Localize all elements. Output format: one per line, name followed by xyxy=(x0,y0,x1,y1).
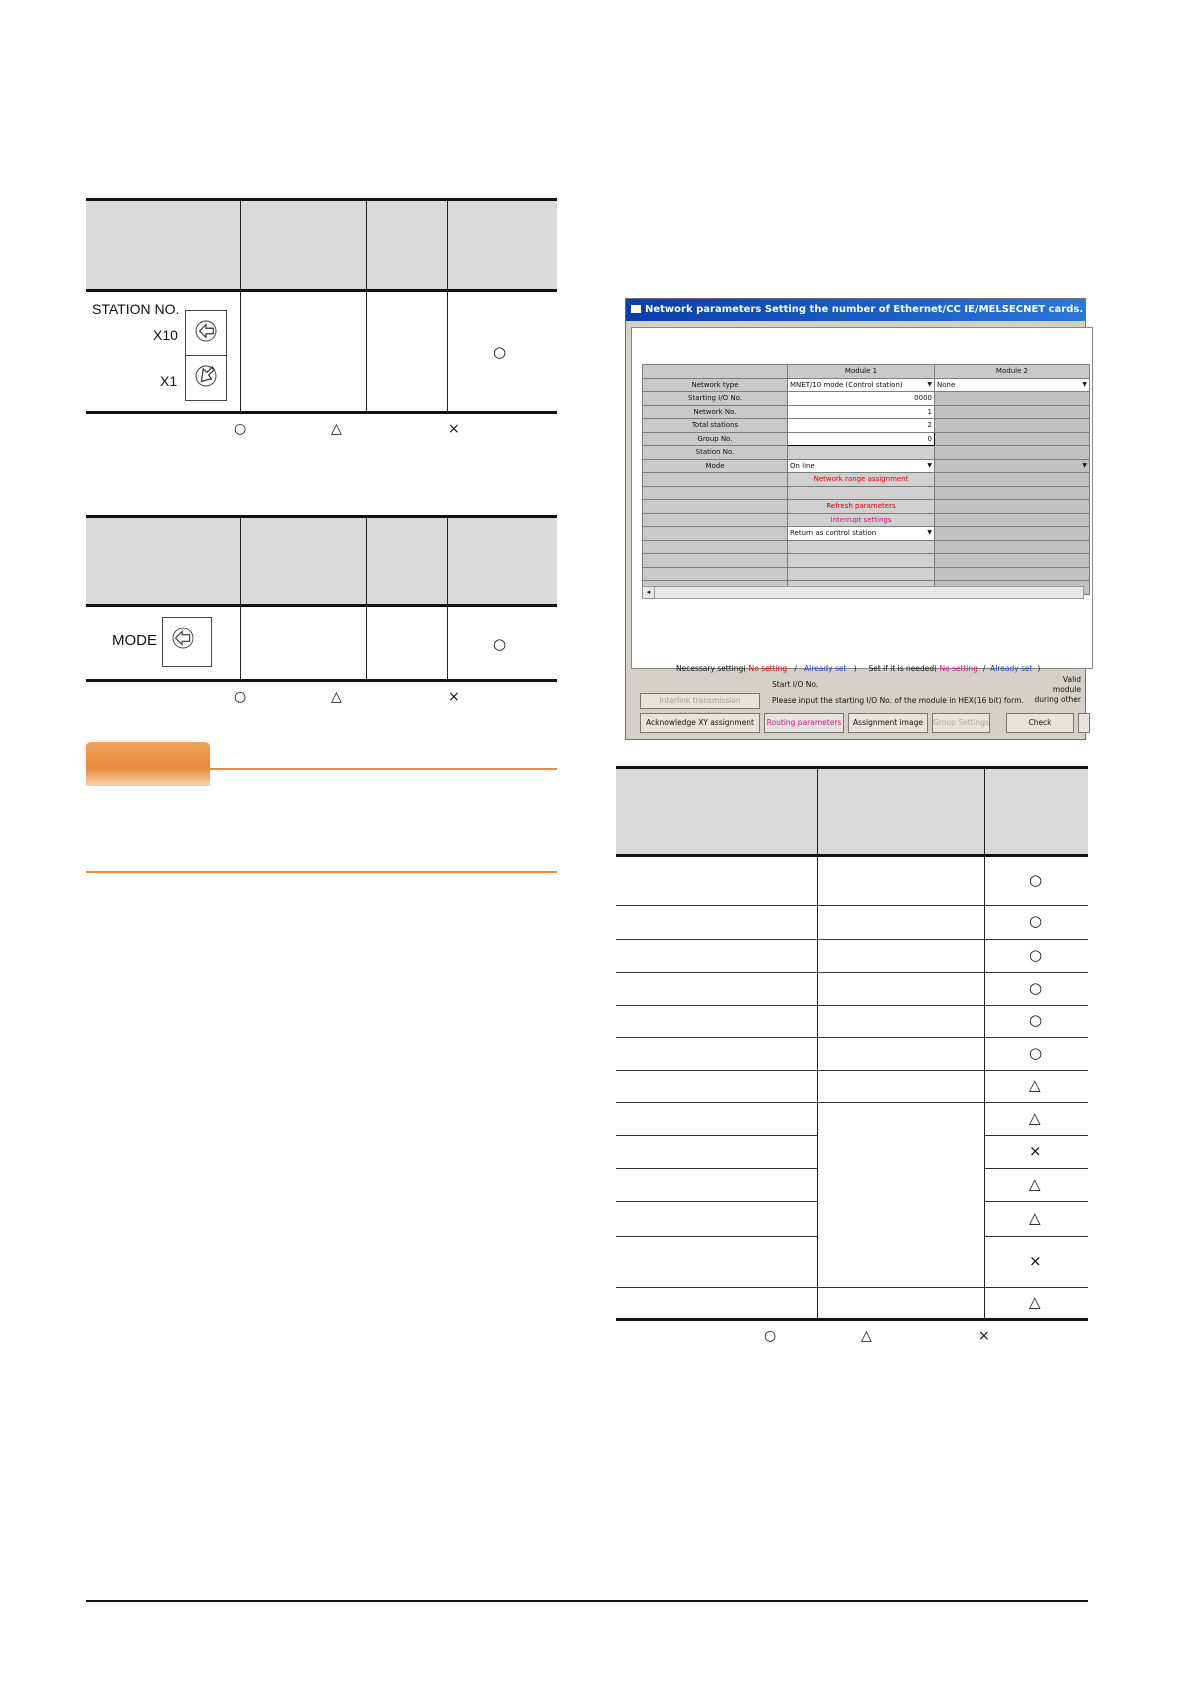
network-parameters-window xyxy=(625,298,1086,740)
dropdown-arrow-icon: ▼ xyxy=(927,461,932,469)
rotary-switch-x10-icon[interactable] xyxy=(185,310,227,356)
window-titlebar: Network parameters Setting the number of Ethernet/CC IE/MELSECNET cards. xyxy=(626,299,1085,321)
row-divider xyxy=(817,1287,984,1288)
network-range-button[interactable]: Network range assignment xyxy=(788,473,935,487)
row-divider xyxy=(984,1005,1088,1006)
parameter-grid: Module 1 Module 2 Network type MNET/10 mode (Control station) ▼ None ▼ Starting I/O No. 0000 Network No. 1 Total stations 2 Group No. 0 Station No. Mode On line ▼ ▼ Network range assignment Refresh parameters Interrupt settings Return as control station ▼ xyxy=(642,364,1090,595)
interrupt-settings-button[interactable]: Interrupt settings xyxy=(788,513,935,527)
param-result: △ xyxy=(1029,1209,1041,1227)
row-divider xyxy=(984,1102,1088,1103)
col-module2: Module 2 xyxy=(935,365,1090,379)
row-divider xyxy=(616,939,817,940)
window-client-area xyxy=(631,327,1093,669)
param-result: △ xyxy=(1029,1076,1041,1094)
param-result: ○ xyxy=(1029,912,1043,930)
param-result: ○ xyxy=(1029,946,1043,964)
row-divider xyxy=(616,1287,817,1288)
dropdown-arrow-icon: ▼ xyxy=(1082,462,1087,470)
legend-triangle: △ xyxy=(861,1328,872,1344)
mode-select-2[interactable] xyxy=(935,459,1090,473)
note-bottom-rule xyxy=(86,871,557,873)
scroll-left-arrow-icon[interactable]: ◂ xyxy=(643,587,655,598)
station-table-header xyxy=(86,200,557,291)
check-button[interactable]: Check xyxy=(1006,713,1074,733)
row-divider xyxy=(616,1201,817,1202)
legend-1 xyxy=(86,421,557,441)
station-table-header-rule xyxy=(86,289,557,292)
col-module1: Module 1 xyxy=(788,365,935,379)
mode-switch-icon[interactable] xyxy=(162,617,212,667)
station-no-label: STATION NO. xyxy=(92,301,180,317)
param-result: ○ xyxy=(1029,1044,1043,1062)
row-divider xyxy=(616,905,817,906)
row-divider xyxy=(984,1236,1088,1237)
note-tab xyxy=(86,742,210,786)
param-result: × xyxy=(1029,1142,1042,1160)
dropdown-arrow-icon: ▼ xyxy=(927,529,932,537)
x1-label: X1 xyxy=(160,373,178,389)
row-divider xyxy=(817,1070,984,1071)
dropdown-arrow-icon: ▼ xyxy=(927,380,932,388)
row-divider xyxy=(616,1070,817,1071)
assignment-image-button[interactable]: Assignment image xyxy=(848,713,928,733)
station-table-bottom-rule xyxy=(86,411,557,414)
routing-parameters-button[interactable]: Routing parameters xyxy=(764,713,844,733)
acknowledge-xy-button[interactable]: Acknowledge XY assignment xyxy=(640,713,760,733)
station-result: ○ xyxy=(493,343,507,361)
row-divider xyxy=(817,1102,984,1103)
total-stations-input[interactable]: 2 xyxy=(788,419,935,433)
row-divider xyxy=(984,1201,1088,1202)
legend-3 xyxy=(616,1328,1088,1348)
row-divider xyxy=(817,1037,984,1038)
row-divider xyxy=(616,1168,817,1169)
please-input-note: Please input the starting I/O No. of the module in HEX(16 bit) form. xyxy=(772,696,1024,705)
mode-select[interactable]: On line ▼ xyxy=(788,459,935,473)
param-result: ○ xyxy=(1029,871,1043,889)
valid-module-note: Valid module during other xyxy=(1034,675,1081,704)
legend-line: Necessary setting( No setting / Already set ) Set if it is needed( No setting / Already set ) xyxy=(676,664,1041,673)
return-station-select[interactable]: Return as control station ▼ xyxy=(788,527,935,541)
interlink-transmission-button[interactable]: Interlink transmission xyxy=(640,693,760,709)
param-result: ○ xyxy=(1029,1011,1043,1029)
mode-label: MODE xyxy=(112,632,157,649)
start-io-label: Start I/O No. xyxy=(772,680,819,689)
param-result: × xyxy=(1029,1252,1042,1270)
param-result: △ xyxy=(1029,1293,1041,1311)
row-divider xyxy=(616,1005,817,1006)
rotary-switch-x1-icon[interactable] xyxy=(185,355,227,401)
window-icon xyxy=(631,305,641,313)
note-top-rule xyxy=(210,768,557,770)
legend-circle: ○ xyxy=(764,1328,777,1344)
row-divider xyxy=(616,972,817,973)
legend-cross: × xyxy=(448,689,460,705)
network-no-input[interactable]: 1 xyxy=(788,405,935,419)
extra-button[interactable] xyxy=(1078,713,1090,733)
legend-triangle: △ xyxy=(331,421,342,437)
mode-result: ○ xyxy=(493,635,507,653)
starting-io-input[interactable]: 0000 xyxy=(788,392,935,406)
row-divider xyxy=(984,905,1088,906)
row-divider xyxy=(984,1287,1088,1288)
row-divider xyxy=(984,1037,1088,1038)
row-divider xyxy=(616,1135,817,1136)
row-divider xyxy=(984,1135,1088,1136)
legend-2 xyxy=(86,689,557,709)
param-result: △ xyxy=(1029,1175,1041,1193)
legend-cross: × xyxy=(978,1328,990,1344)
group-settings-button[interactable]: Group Settings xyxy=(932,713,990,733)
row-divider xyxy=(817,972,984,973)
row-divider xyxy=(817,1005,984,1006)
network-type-select-2[interactable]: None ▼ xyxy=(935,378,1090,392)
row-divider xyxy=(616,1102,817,1103)
row-divider xyxy=(984,939,1088,940)
row-divider xyxy=(984,1168,1088,1169)
row-divider xyxy=(817,939,984,940)
footer-rule xyxy=(86,1600,1088,1602)
legend-circle: ○ xyxy=(234,689,247,705)
dropdown-arrow-icon: ▼ xyxy=(1082,380,1087,388)
x10-label: X10 xyxy=(153,327,178,343)
legend-circle: ○ xyxy=(234,421,247,437)
row-divider xyxy=(616,1236,817,1237)
param-result: △ xyxy=(1029,1109,1041,1127)
row-divider xyxy=(984,972,1088,973)
refresh-parameters-button[interactable]: Refresh parameters xyxy=(788,500,935,514)
legend-cross: × xyxy=(448,421,460,437)
row-divider xyxy=(817,905,984,906)
row-divider xyxy=(984,1070,1088,1071)
row-divider xyxy=(616,1037,817,1038)
network-type-select[interactable]: MNET/10 mode (Control station) ▼ xyxy=(788,378,935,392)
param-result: ○ xyxy=(1029,979,1043,997)
horizontal-scrollbar[interactable] xyxy=(642,586,1084,599)
group-no-input[interactable]: 0 xyxy=(788,432,935,446)
station-table-top-rule xyxy=(86,198,557,201)
legend-triangle: △ xyxy=(331,689,342,705)
